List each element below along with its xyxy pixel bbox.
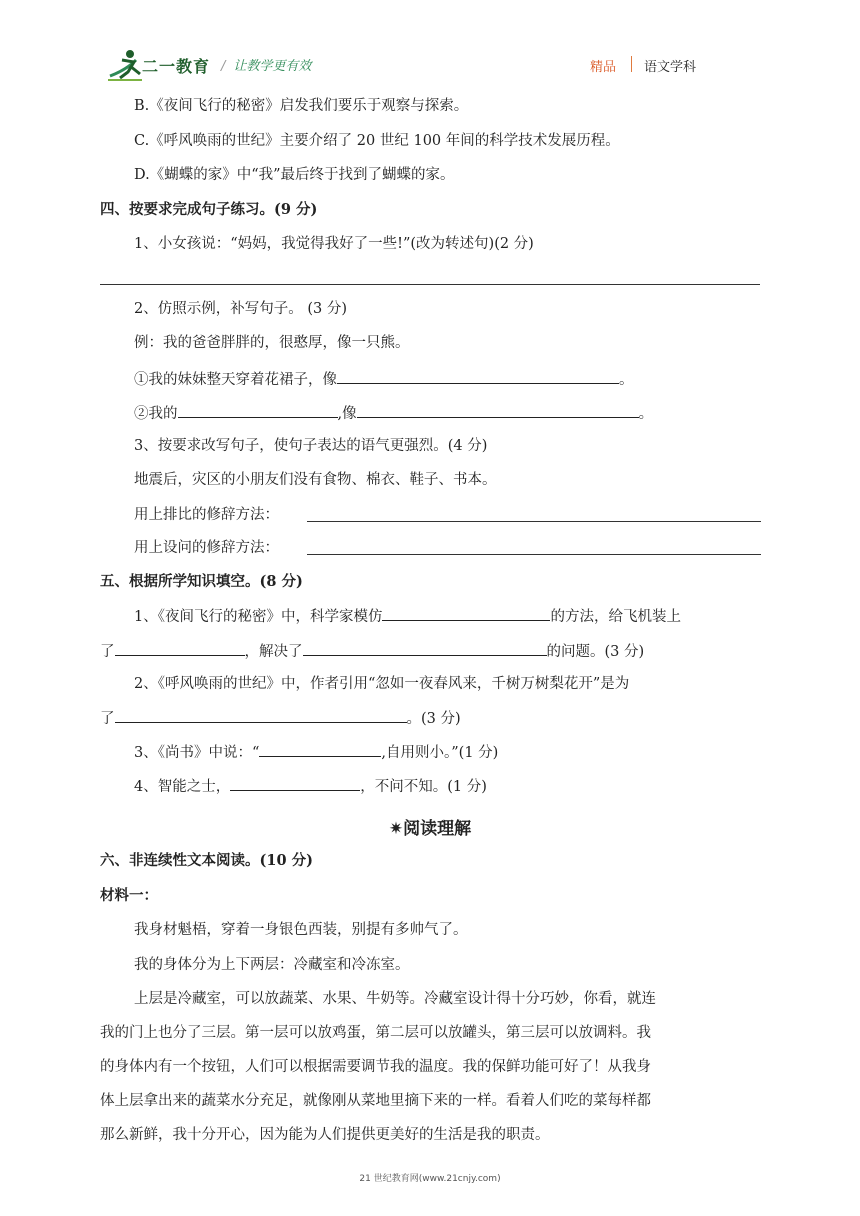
material-1-label: 材料一： bbox=[100, 887, 158, 904]
blank[interactable] bbox=[178, 402, 338, 418]
s5-question-3: 3、《尚书》中说：“ ,自用则小。”(1 分) bbox=[134, 741, 498, 763]
page-footer: 21 世纪教育网(www.21cnjy.com) bbox=[359, 1174, 501, 1184]
blank[interactable] bbox=[259, 741, 381, 757]
s4-q2-item-b: ②我的 ,像 。 bbox=[134, 402, 653, 424]
answer-line[interactable] bbox=[307, 521, 761, 522]
blank[interactable] bbox=[303, 640, 547, 656]
s5-question-2: 2、《呼风唤雨的世纪》中，作者引用“忽如一夜春风来，千树万树梨花开”是为 bbox=[134, 676, 630, 692]
logo-text: 二一教育 bbox=[142, 57, 211, 76]
s4-q3-rhetorical: 用上设问的修辞方法： bbox=[134, 540, 279, 556]
s4-q3-parallelism: 用上排比的修辞方法： bbox=[134, 507, 279, 523]
paragraph-2: 我的身体分为上下两层：冷藏室和冷冻室。 bbox=[134, 957, 410, 973]
section-5-title: 五、根据所学知识填空。(8 分) bbox=[100, 573, 303, 590]
blank[interactable] bbox=[115, 640, 245, 656]
paragraph-3-line-5: 那么新鲜，我十分开心，因为能为人们提供更美好的生活是我的职责。 bbox=[100, 1127, 550, 1143]
quality-label: 精品 bbox=[590, 60, 617, 75]
s5-question-2-cont: 了 。(3 分) bbox=[100, 707, 461, 729]
answer-line[interactable] bbox=[100, 284, 760, 285]
s4-q3-sentence: 地震后，灾区的小朋友们没有食物、棉衣、鞋子、书本。 bbox=[134, 472, 497, 488]
option-d: D.《蝴蝶的家》中“我”最后终于找到了蝴蝶的家。 bbox=[134, 167, 455, 183]
reading-section-title: ✷阅读理解 bbox=[388, 819, 472, 839]
paragraph-3-line-2: 我的门上也分了三层。第一层可以放鸡蛋，第二层可以放罐头，第三层可以放调料。我 bbox=[100, 1025, 651, 1041]
paragraph-3-line-3: 的身体内有一个按钮，人们可以根据需要调节我的温度。我的保鲜功能可好了！从我身 bbox=[100, 1059, 651, 1075]
section-4-title: 四、按要求完成句子练习。(9 分) bbox=[100, 201, 318, 218]
paragraph-1: 我身材魁梧，穿着一身银色西装，别提有多帅气了。 bbox=[134, 922, 468, 938]
s4-question-1: 1、小女孩说：“妈妈，我觉得我好了一些!”(改为转述句)(2 分) bbox=[134, 236, 534, 252]
s4-question-2: 2、仿照示例，补写句子。 (3 分) bbox=[134, 301, 347, 317]
blank[interactable] bbox=[337, 368, 619, 384]
section-6-title: 六、非连续性文本阅读。(10 分) bbox=[100, 852, 313, 869]
paragraph-3-line-1: 上层是冷藏室，可以放蔬菜、水果、牛奶等。冷藏室设计得十分巧妙，你看，就连 bbox=[134, 991, 656, 1007]
header-divider bbox=[631, 56, 632, 72]
s5-question-1: 1、《夜间飞行的秘密》中，科学家模仿 的方法，给飞机装上 bbox=[134, 605, 681, 627]
s4-q2-item-a: ①我的妹妹整天穿着花裙子，像 。 bbox=[134, 368, 634, 390]
s5-question-1-cont: 了 ，解决了 的问题。(3 分) bbox=[100, 640, 644, 662]
subject-label: 语文学科 bbox=[644, 60, 697, 75]
s5-question-4: 4、智能之士， ，不问不知。(1 分) bbox=[134, 775, 487, 797]
blank[interactable] bbox=[115, 707, 407, 723]
answer-line[interactable] bbox=[307, 554, 761, 555]
s4-question-3: 3、按要求改写句子，使句子表达的语气更强烈。(4 分) bbox=[134, 438, 488, 454]
blank[interactable] bbox=[230, 775, 360, 791]
option-c: C.《呼风唤雨的世纪》主要介绍了 20 世纪 100 年间的科学技术发展历程。 bbox=[134, 133, 620, 149]
page-header bbox=[0, 0, 860, 90]
slogan: / 让教学更有效 bbox=[221, 59, 312, 74]
blank[interactable] bbox=[382, 605, 550, 621]
blank[interactable] bbox=[357, 402, 639, 418]
paragraph-3-line-4: 体上层拿出来的蔬菜水分充足，就像刚从菜地里摘下来的一样。看着人们吃的菜每样都 bbox=[100, 1093, 651, 1109]
option-b: B.《夜间飞行的秘密》启发我们要乐于观察与探索。 bbox=[134, 98, 469, 114]
s4-example: 例：我的爸爸胖胖的，很憨厚，像一只熊。 bbox=[134, 335, 410, 351]
